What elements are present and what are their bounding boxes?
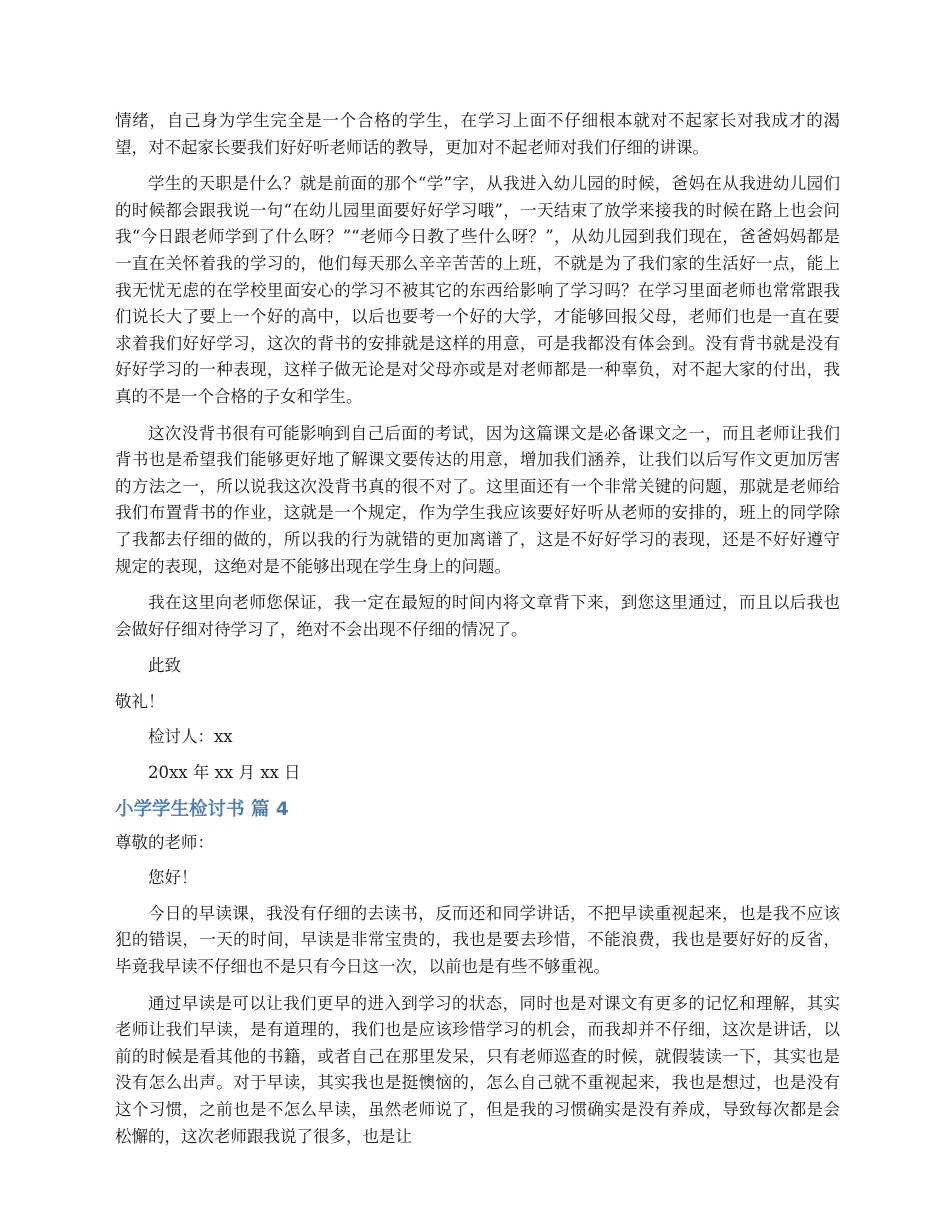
greeting: 您好！ <box>148 868 198 888</box>
signature-author: 检讨人：xx <box>148 727 233 747</box>
closing-cizhi: 此致 <box>148 656 181 676</box>
paragraph-exam-impact: 这次没背书很有可能影响到自己后面的考试，因为这篇课文是必备课文之一，而且老师让我们背书也是希望我们能够更好地了解课文要传达的用意，增加我们涵养，让我们以后写作文更加厉害的方法之一，所以说我这次没背书真的很不对了。这里面还有一个非常关键的问题，那就是老师给我们布置背书的作业，这就是一个规定，作为学生我应该要好好听从老师的安排的，班上的同学除了我都去仔细的做的，所以我的行为就错的更加离谱了，这是不好好学习的表现，还是不好好遵守规定的表现，这绝对是不能够出现在学生身上的问题。 <box>115 423 840 576</box>
closing-jingli: 敬礼！ <box>115 691 165 711</box>
paragraph-continuation: 情绪，自己身为学生完全是一个合格的学生，在学习上面不仔细根本就对不起家长对我成才的渴望，对不起家长要我们好好听老师话的教导，更加对不起老师对我们仔细的讲课。 <box>115 111 840 157</box>
paragraph-morning-reading: 今日的早读课，我没有仔细的去读书，反而还和同学讲话，不把早读重视起来，也是我不应该犯的错误，一天的时间，早读是非常宝贵的，我也是要去珍惜，不能浪费，我也是要好好的反省，毕竟我早读不仔细也不是只有今日这一次，以前也是有些不够重视。 <box>115 903 840 977</box>
paragraph-duty-of-student: 学生的天职是什么？就是前面的那个“学”字，从我进入幼儿园的时候，爸妈在从我进幼儿园们的时候都会跟我说一句“在幼儿园里面要好好学习哦”，一天结束了放学来接我的时候在路上也会问我“今日跟老师学到了什么呀？”“老师今日教了些什么呀？”，从幼儿园到我们现在，爸爸妈妈都是一直在关怀着我的学习的，他们每天那么辛辛苦苦的上班，不就是为了我们家的生活好一点，能上我无忧无虑的在学校里面安心的学习不被其它的东西给影响了学习吗？在学习里面老师也常常跟我们说长大了要上一个好的高中，以后也要考一个好的大学，才能够回报父母，老师们也是一直在要求着我们好好学习，这次的背书的安排就是这样的用意，可是我都没有体会到。没有背书就是没有好好学习的一种表现，这样子做无论是对父母亦或是对老师都是一种辜负，对不起大家的付出，我真的不是一个合格的子女和学生。 <box>115 174 840 406</box>
document-page <box>115 108 840 1160</box>
paragraph-reflection: 通过早读是可以让我们更早的进入到学习的状态，同时也是对课文有更多的记忆和理解，其实老师让我们早读，是有道理的，我们也是应该珍惜学习的机会，而我却并不仔细，这次是讲话，以前的时候是看其他的书籍，或者自己在那里发呆，只有老师巡查的时候，就假装读一下，其实也是没有怎么出声。对于早读，其实我也是挺懊恼的，怎么自己就不重视起来，我也是想过，也是没有这个习惯，之前也是不怎么早读，虽然老师说了，但是我的习惯确实是没有养成，导致每次都是会松懈的，这次老师跟我说了很多，也是让 <box>115 993 840 1146</box>
paragraph-promise: 我在这里向老师您保证，我一定在最短的时间内将文章背下来，到您这里通过，而且以后我也会做好仔细对待学习了，绝对不会出现不仔细的情况了。 <box>115 593 840 639</box>
section-heading: 小学学生检讨书 篇 4 <box>115 798 289 820</box>
signature-date: 20xx 年 xx 月 xx 日 <box>148 763 301 783</box>
salutation: 尊敬的老师： <box>115 832 214 852</box>
